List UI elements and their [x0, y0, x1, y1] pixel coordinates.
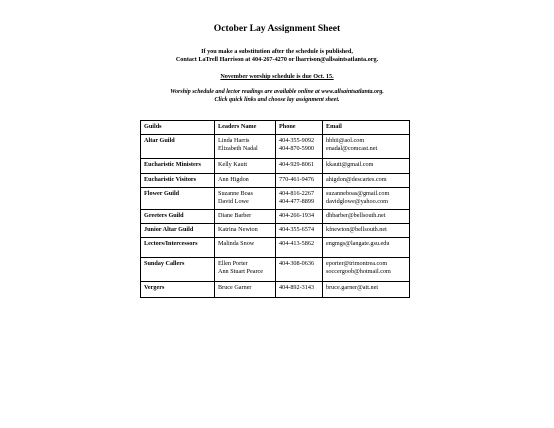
- due-notice: November worship schedule is due Oct. 15.: [220, 73, 334, 80]
- leader-names: [215, 174, 276, 188]
- leader-name: Diane Barber: [218, 212, 252, 219]
- table-header-row: [141, 121, 410, 135]
- leader-name: David Lowe: [218, 197, 249, 205]
- table-row: [141, 159, 410, 174]
- email-address: enadal@comcast.net: [326, 144, 378, 152]
- phone-number: 404-816-2267: [279, 190, 315, 197]
- email-addresses: [323, 135, 410, 159]
- leader-names: [215, 188, 276, 210]
- leader-names: [215, 210, 276, 224]
- phone-number: 404-870-5900: [279, 144, 315, 152]
- leader-names: [215, 238, 276, 258]
- online-notice-line-2: Click quick links and choose lay assignment sheet.: [214, 97, 340, 103]
- phone-numbers: [276, 188, 323, 210]
- leader-name: Kelly Kautt: [218, 161, 248, 168]
- leader-names: [215, 282, 276, 298]
- table-row: [141, 258, 410, 282]
- phone-numbers: [276, 210, 323, 224]
- substitution-notice-line-2: Contact LaTrell Harrison at 404-267-4270 or lharrison@allsaintsatlanta.org.: [175, 56, 379, 63]
- guild-name: Junior Altar Guild: [141, 224, 215, 238]
- header-guilds: Guilds: [141, 121, 215, 135]
- substitution-notice: [0, 48, 554, 64]
- leader-names: [215, 135, 276, 159]
- leader-name: Bruce Garner: [218, 284, 252, 291]
- phone-numbers: [276, 174, 323, 188]
- phone-number: 404-266-1934: [279, 212, 315, 219]
- phone-number: 770-461-9476: [279, 176, 315, 183]
- table-row: [141, 238, 410, 258]
- table-row: [141, 224, 410, 238]
- email-addresses: [323, 238, 410, 258]
- email-address: kfnewton@bellsouth.net: [326, 226, 387, 233]
- phone-numbers: [276, 224, 323, 238]
- leader-names: [215, 224, 276, 238]
- leader-name: Suzanne Boas: [218, 190, 253, 197]
- table-row: [141, 188, 410, 210]
- header-leaders: Leaders Name: [215, 121, 276, 135]
- email-address: dhbarber@bellsouth.net: [326, 212, 386, 219]
- email-address: davidglowe@yahoo.com: [326, 197, 388, 205]
- phone-number: 404-892-3143: [279, 284, 315, 291]
- email-addresses: [323, 282, 410, 298]
- email-address: kkautt@gmail.com: [326, 161, 374, 168]
- leader-name: Malinda Snow: [218, 240, 255, 247]
- email-address: soccergoob@hotmail.com: [326, 267, 391, 275]
- email-addresses: [323, 188, 410, 210]
- guild-name: Lectors/Intercessors: [141, 238, 215, 258]
- email-addresses: [323, 210, 410, 224]
- phone-number: 404-929-8061: [279, 161, 315, 168]
- guild-name: Eucharistic Ministers: [141, 159, 215, 174]
- header-email: Email: [323, 121, 410, 135]
- email-addresses: [323, 159, 410, 174]
- phone-number: 404-477-8899: [279, 197, 315, 205]
- leader-names: [215, 159, 276, 174]
- phone-numbers: [276, 282, 323, 298]
- phone-number: 404-413-5862: [279, 240, 315, 247]
- guild-name: Flower Guild: [141, 188, 215, 210]
- phone-numbers: [276, 135, 323, 159]
- leader-name: Katrina Newton: [218, 226, 258, 233]
- email-addresses: [323, 224, 410, 238]
- assignment-table: [140, 120, 410, 298]
- phone-number: 404-308-0636: [279, 260, 315, 267]
- table-row: [141, 174, 410, 188]
- phone-numbers: [276, 258, 323, 282]
- guild-name: Altar Guild: [141, 135, 215, 159]
- phone-numbers: [276, 159, 323, 174]
- leader-name: Elizabeth Nadal: [218, 144, 258, 152]
- online-notice-line-1: Worship schedule and lector readings are available online at www.allsaintsatlanta.org.: [170, 89, 384, 95]
- table-row: [141, 135, 410, 159]
- phone-numbers: [276, 238, 323, 258]
- substitution-notice-line-1: If you make a substitution after the schedule is published,: [201, 48, 353, 55]
- leader-name: Linda Harris: [218, 137, 250, 144]
- email-address: engmgs@langate.gsu.edu: [326, 240, 390, 247]
- leader-name: Ann Stuart Pearce: [218, 267, 264, 275]
- email-address: hbhii@aol.com: [326, 137, 365, 144]
- email-address: eporter@trimontrea.com: [326, 260, 388, 267]
- guild-name: Vergers: [141, 282, 215, 298]
- email-address: ahigdon@descartes.com: [326, 176, 387, 183]
- email-addresses: [323, 174, 410, 188]
- leader-name: Ann Higdon: [218, 176, 249, 183]
- leader-name: Ellen Porter: [218, 260, 248, 267]
- table-row: [141, 282, 410, 298]
- email-addresses: [323, 258, 410, 282]
- leader-names: [215, 258, 276, 282]
- guild-name: Greeters Guild: [141, 210, 215, 224]
- phone-number: 404-355-6574: [279, 226, 315, 233]
- email-address: bruce.garner@att.net: [326, 284, 379, 291]
- online-notice: [0, 88, 554, 104]
- table-row: [141, 210, 410, 224]
- email-address: suzanneboas@gmail.com: [326, 190, 390, 197]
- guild-name: Eucharistic Visitors: [141, 174, 215, 188]
- page-title: October Lay Assignment Sheet: [213, 23, 341, 34]
- header-phone: Phone: [276, 121, 323, 135]
- guild-name: Sunday Callers: [141, 258, 215, 282]
- phone-number: 404-355-9092: [279, 137, 315, 144]
